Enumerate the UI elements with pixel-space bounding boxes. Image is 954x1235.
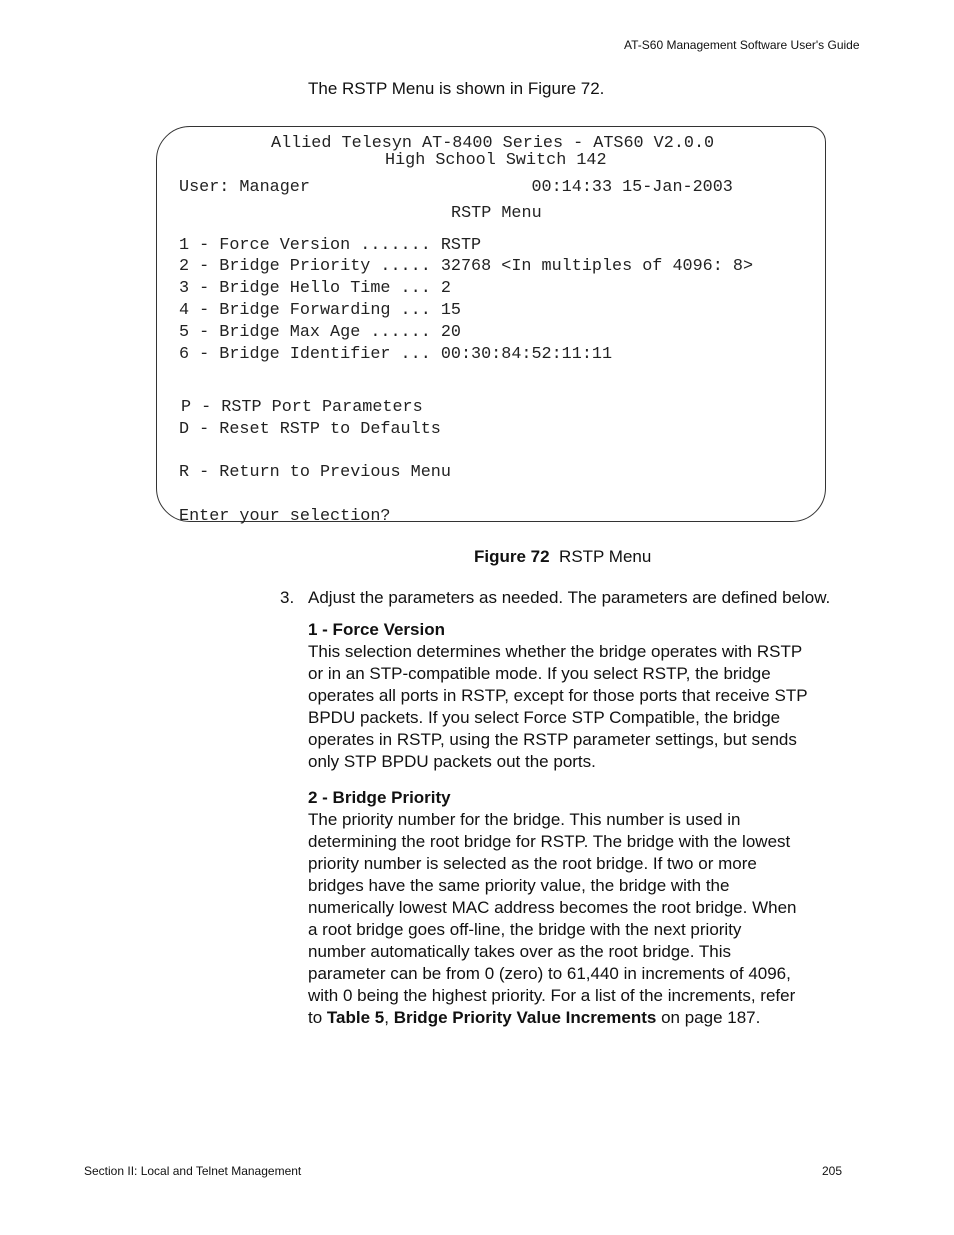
section-bridge-priority bbox=[308, 787, 828, 1029]
figure-title: RSTP Menu bbox=[559, 547, 652, 566]
section-heading: 1 - Force Version bbox=[308, 620, 445, 639]
page-number: 205 bbox=[822, 1164, 843, 1178]
terminal-menu-title: RSTP Menu bbox=[451, 204, 542, 223]
terminal-user-line: User: Manager 00:14:33 15-Jan-2003 bbox=[179, 178, 733, 197]
paragraph-line: This selection determines whether the bridge operates with RSTP bbox=[308, 642, 803, 661]
menu-option-bridge-forwarding: 4 - Bridge Forwarding ... 15 bbox=[179, 301, 461, 320]
paragraph-line: only STP BPDU packets out the ports. bbox=[308, 752, 596, 771]
paragraph-line: BPDU packets. If you select Force STP Compatible, the bridge bbox=[308, 708, 781, 727]
paragraph-line: bridges have the same priority value, the bridge with the bbox=[308, 876, 730, 895]
menu-option-bridge-priority: 2 - Bridge Priority ..... 32768 <In multiples of 4096: 8> bbox=[179, 257, 754, 276]
figure-caption bbox=[474, 547, 651, 567]
ref-prefix: to bbox=[308, 1008, 327, 1027]
running-header: AT-S60 Management Software User's Guide bbox=[624, 38, 860, 52]
terminal-title-line1: Allied Telesyn AT-8400 Series - ATS60 V2.0.0 bbox=[271, 134, 715, 153]
section-force-version bbox=[308, 619, 828, 773]
paragraph-line-reference bbox=[308, 1007, 828, 1029]
ref-separator: , bbox=[384, 1008, 394, 1027]
paragraph-line: parameter can be from 0 (zero) to 61,440 in increments of 4096, bbox=[308, 964, 791, 983]
step-number: 3. bbox=[280, 588, 295, 607]
step-text: Adjust the parameters as needed. The parameters are defined below. bbox=[308, 588, 831, 607]
table-title-reference[interactable]: Bridge Priority Value Increments bbox=[393, 1008, 657, 1027]
table-reference[interactable]: Table 5 bbox=[326, 1008, 385, 1027]
ref-suffix: on page 187. bbox=[656, 1008, 761, 1027]
paragraph-line: with 0 being the highest priority. For a list of the increments, refer bbox=[308, 986, 796, 1005]
paragraph-line: a root bridge goes off-line, the bridge with the next priority bbox=[308, 920, 742, 939]
paragraph-line: The priority number for the bridge. This number is used in bbox=[308, 810, 741, 829]
footer-section: Section II: Local and Telnet Management bbox=[84, 1164, 302, 1178]
terminal-screen bbox=[156, 126, 826, 526]
paragraph-line: priority number is selected as the root bridge. If two or more bbox=[308, 854, 757, 873]
paragraph-line: numerically lowest MAC address becomes the root bridge. When bbox=[308, 898, 797, 917]
menu-option-bridge-max-age: 5 - Bridge Max Age ...... 20 bbox=[179, 323, 461, 342]
menu-option-force-version: 1 - Force Version ....... RSTP bbox=[179, 236, 482, 255]
terminal-title-line2: High School Switch 142 bbox=[385, 151, 607, 170]
menu-option-bridge-identifier: 6 - Bridge Identifier ... 00:30:84:52:11:11 bbox=[179, 345, 613, 364]
menu-option-return: R - Return to Previous Menu bbox=[179, 463, 451, 482]
menu-option-bridge-hello-time: 3 - Bridge Hello Time ... 2 bbox=[179, 279, 451, 298]
paragraph-line: number automatically takes over as the root bridge. This bbox=[308, 942, 732, 961]
figure-label: Figure 72 bbox=[474, 547, 550, 566]
intro-text: The RSTP Menu is shown in Figure 72. bbox=[308, 79, 605, 98]
paragraph-line: operates in RSTP, using the RSTP parameter settings, but sends bbox=[308, 730, 797, 749]
section-heading: 2 - Bridge Priority bbox=[308, 788, 451, 807]
menu-option-reset-defaults: D - Reset RSTP to Defaults bbox=[179, 420, 441, 439]
paragraph-line: operates all ports in RSTP, except for those ports that receive STP bbox=[308, 686, 808, 705]
menu-option-port-parameters: P - RSTP Port Parameters bbox=[181, 398, 423, 417]
paragraph-line: or in an STP-compatible mode. If you select RSTP, the bridge bbox=[308, 664, 771, 683]
paragraph-line: determining the root bridge for RSTP. The bridge with the lowest bbox=[308, 832, 791, 851]
terminal-prompt: Enter your selection? bbox=[179, 507, 391, 526]
